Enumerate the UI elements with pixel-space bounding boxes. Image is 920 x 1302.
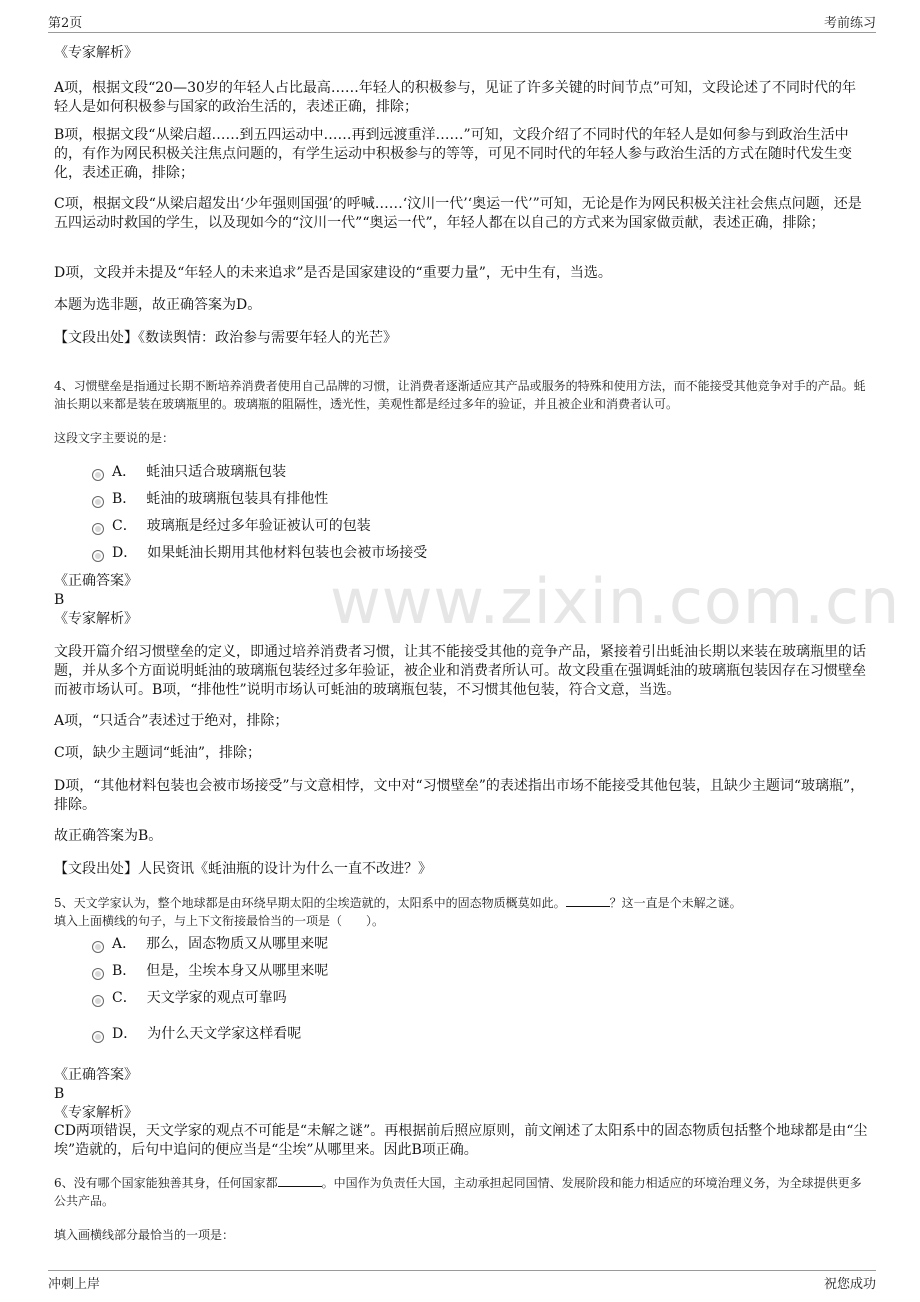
q4-answer-label: 《正确答案》 [54, 573, 138, 589]
radio-icon[interactable] [92, 523, 104, 535]
q5-blank [566, 894, 610, 907]
q3-analysis-c: C项，根据文段“从梁启超发出‘少年强则国强’的呼喊……‘汶川一代’‘奥运一代’”可知，无论是作为网民积极关注社会焦点问题，还是五四运动时救国的学生，以及现如今的“汶川一代”“奥运一代”，年轻人都在以自己的方式来为国家做贡献，表述正确，排除； [54, 196, 862, 231]
q4-conclusion: 故正确答案为B。 [54, 828, 163, 844]
q5-option-b[interactable] [92, 962, 328, 980]
option-key: D． [112, 545, 138, 561]
q5-analysis-label: 《专家解析》 [54, 1105, 138, 1121]
q3-analysis-label: 《专家解析》 [54, 45, 138, 61]
q4-option-b[interactable] [92, 490, 328, 508]
option-key: D． [112, 1026, 138, 1042]
q5-answer-label: 《正确答案》 [54, 1067, 138, 1083]
header-title: 考前练习 [823, 16, 876, 31]
page-number: 第2页 [48, 16, 83, 31]
q4-stem: 4、习惯壁垒是指通过长期不断培养消费者使用自己品牌的习惯，让消费者逐渐适应其产品或服务的特殊和使用方法，而不能接受其他竞争对手的产品。蚝油长期以来都是装在玻璃瓶里的。玻璃瓶的阻隔性，透光性，美观性都是经过多年的验证，并且被企业和消费者认可。 [54, 379, 866, 411]
q6-prompt: 填入画横线部分最恰当的一项是： [54, 1228, 235, 1242]
option-key: B． [112, 963, 137, 979]
q5-prompt: 填入上面横线的句子，与上下文衔接最恰当的一项是（ ）。 [54, 914, 385, 928]
q3-analysis-a: A项，根据文段“20—30岁的年轻人占比最高……年轻人的积极参与，见证了许多关键的时间节点”可知，文段论述了不同时代的年轻人是如何积极参与国家的政治生活的，表述正确，排除； [54, 80, 857, 115]
option-key: A． [112, 464, 137, 480]
q5-option-d[interactable] [92, 1025, 301, 1043]
q4-analysis-a: A项，“只适合”表述过于绝对，排除； [54, 713, 289, 729]
radio-icon[interactable] [92, 941, 104, 953]
q3-conclusion: 本题为选非题，故正确答案为D。 [54, 297, 262, 313]
option-text: 那么，固态物质又从哪里来呢 [146, 936, 329, 952]
footer-right: 祝您成功 [823, 1277, 876, 1292]
option-key: A． [112, 936, 137, 952]
radio-icon[interactable] [92, 968, 104, 980]
q4-analysis-d: D项，“其他材料包装也会被市场接受”与文意相悖，文中对“习惯壁垒”的表述指出市场不能接受其他包装，且缺少主题词“玻璃瓶”，排除。 [54, 778, 865, 813]
watermark: www.zixin.com.cn [330, 565, 901, 638]
q5-stem-after: ？这一直是个未解之谜。 [609, 896, 742, 910]
q5-option-a[interactable] [92, 935, 328, 953]
radio-icon[interactable] [92, 496, 104, 508]
q4-analysis-label: 《专家解析》 [54, 611, 138, 627]
q6-stem [54, 1174, 868, 1210]
q4-answer: B [54, 592, 65, 608]
q4-prompt: 这段文字主要说的是： [54, 431, 175, 445]
q4-option-d[interactable] [92, 544, 427, 562]
option-text: 玻璃瓶是经过多年验证被认可的包装 [146, 518, 371, 534]
option-text: 蚝油的玻璃瓶包装具有排他性 [146, 491, 329, 507]
q4-analysis-c: C项，缺少主题词“蚝油”，排除； [54, 745, 262, 761]
option-key: C． [112, 518, 137, 534]
radio-icon[interactable] [92, 550, 104, 562]
q4-source: 【文段出处】人民资讯《蚝油瓶的设计为什么一直不改进？》 [54, 861, 432, 877]
q5-stem [54, 894, 868, 912]
q5-answer: B [54, 1086, 65, 1102]
radio-icon[interactable] [92, 1031, 104, 1043]
page-footer [48, 1270, 876, 1293]
radio-icon[interactable] [92, 995, 104, 1007]
q3-source: 【文段出处】《数读舆情：政治参与需要年轻人的光芒》 [54, 330, 397, 346]
q6-stem-before: 6、没有哪个国家能独善其身，任何国家都 [54, 1176, 278, 1190]
option-text: 但是，尘埃本身又从哪里来呢 [146, 963, 329, 979]
q4-analysis: 文段开篇介绍习惯壁垒的定义，即通过培养消费者习惯，让其不能接受其他的竞争产品，紧接着引出蚝油长期以来装在玻璃瓶里的话题，并从多个方面说明蚝油的玻璃瓶包装经过多年验证，被企业和消费者所认可。故文段重在强调蚝油的玻璃瓶包装因存在习惯壁垒而被市场认可。B项，“排他性”说明市场认可蚝油的玻璃瓶包装，不习惯其他包装，符合文意，当选。 [54, 644, 866, 698]
option-text: 天文学家的观点可靠吗 [146, 990, 287, 1006]
footer-left: 冲刺上岸 [48, 1277, 101, 1292]
option-text: 如果蚝油长期用其他材料包装也会被市场接受 [147, 545, 428, 561]
q6-stem-after: 。中国作为负责任大国，主动承担起同国情、发展阶段和能力相适应的环境治理义务，为全球提供更多公共产品。 [54, 1176, 862, 1208]
q4-option-c[interactable] [92, 517, 371, 535]
option-key: B． [112, 491, 137, 507]
q6-blank [278, 1174, 322, 1187]
radio-icon[interactable] [92, 469, 104, 481]
option-text: 为什么天文学家这样看呢 [147, 1026, 302, 1042]
option-key: C． [112, 990, 137, 1006]
q3-analysis-d: D项，文段并未提及“年轻人的未来追求”是否是国家建设的“重要力量”，无中生有，当选。 [54, 265, 612, 281]
q3-analysis-b: B项，根据文段“从梁启超……到五四运动中……再到远渡重洋……”可知，文段介绍了不同时代的年轻人是如何参与到政治生活中的，有作为网民积极关注焦点问题的，有学生运动中积极参与的等等，可见不同时代的年轻人参与政治生活的方式在随时代发生变化，表述正确，排除； [54, 127, 852, 181]
option-text: 蚝油只适合玻璃瓶包装 [146, 464, 287, 480]
q4-option-a[interactable] [92, 463, 286, 481]
page-header [48, 10, 876, 33]
q5-option-c[interactable] [92, 989, 287, 1007]
q5-stem-before: 5、天文学家认为，整个地球都是由环绕早期太阳的尘埃造就的，太阳系中的固态物质概莫如此。 [54, 896, 566, 910]
q5-analysis: CD两项错误，天文学家的观点不可能是“未解之谜”。再根据前后照应原则，前文阐述了太阳系中的固态物质包括整个地球都是由“尘埃”造就的，后句中追问的便应当是“尘埃”从哪里来。因此B项正确。 [54, 1123, 868, 1158]
